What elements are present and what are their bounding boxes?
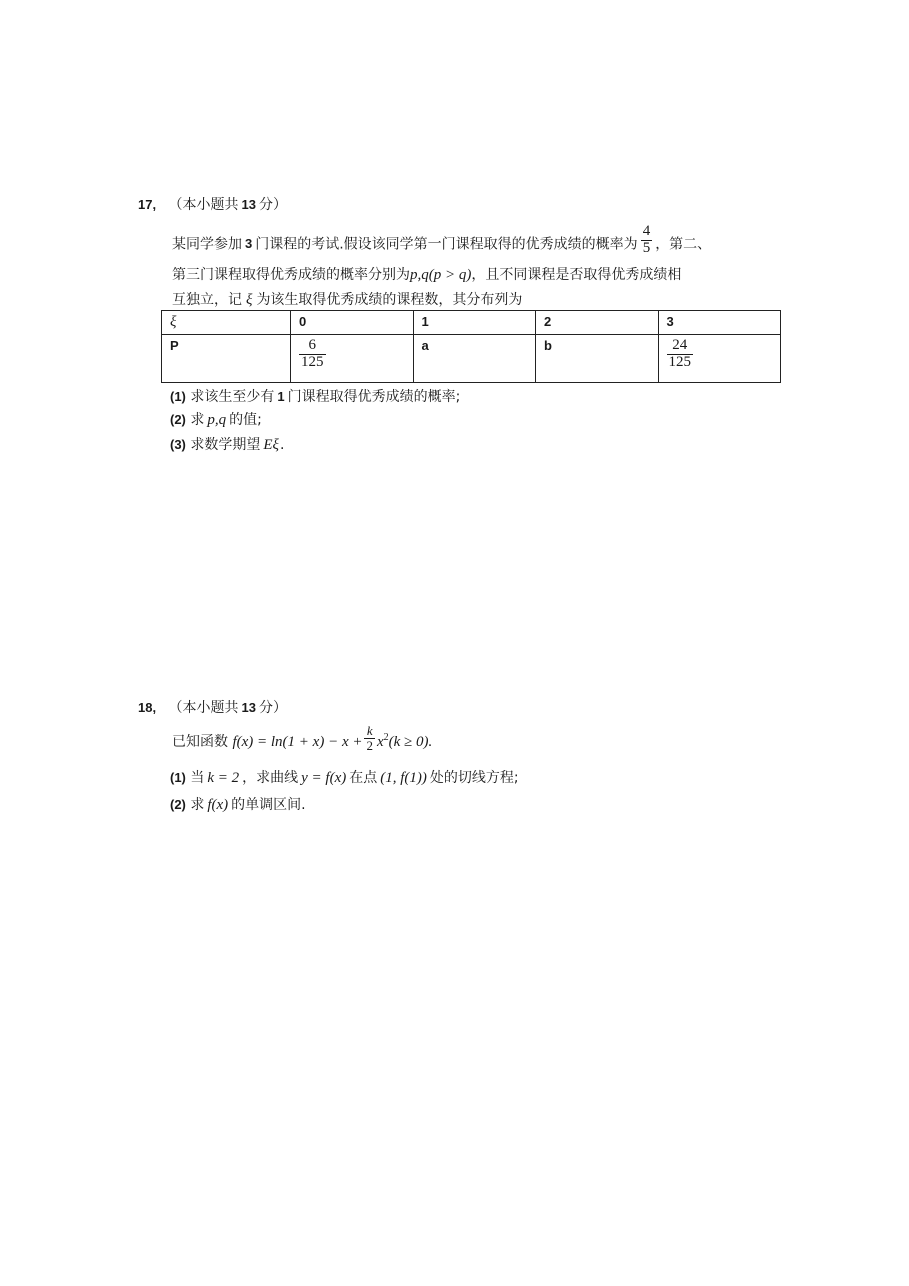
q17-line2-text-a: 第三门课程取得优秀成绩的概率分别为 [172, 267, 410, 283]
q17-xi-symbol: ξ [246, 292, 253, 308]
q17-line1-text-c: ，第二、 [655, 236, 712, 253]
q17-header [138, 194, 287, 214]
q18-header [138, 697, 287, 717]
q17-fraction-4-5 [641, 224, 653, 257]
q18-number: 18, [138, 700, 157, 715]
q17-line1-num: 3 [245, 236, 253, 252]
q17-line3-text-a: 互独立，记 [172, 292, 242, 308]
q17-sub1 [170, 386, 460, 406]
q18-sub1-text-b: ，求曲线 [242, 770, 299, 786]
q17-line3 [172, 289, 522, 309]
q17-sub2-number: (2) [170, 412, 186, 427]
fraction-6-125 [299, 338, 326, 371]
q17-sub3-text-a: 求数学期望 [190, 437, 261, 453]
q18-sub2-text-b: 的单调区间. [231, 797, 306, 813]
table-cell-p0 [291, 335, 414, 383]
fraction-numerator: 6 [308, 337, 316, 353]
fraction-numerator: 4 [642, 223, 651, 239]
table-header-0: 0 [291, 311, 414, 335]
q18-sub2-number: (2) [170, 797, 186, 812]
table-header-row [162, 311, 781, 335]
q17-sub1-number: (1) [170, 389, 186, 404]
fraction-24-125 [667, 338, 694, 371]
table-probability-row [162, 335, 781, 383]
q17-number: 17, [138, 197, 157, 212]
fraction-denominator: 125 [301, 353, 324, 370]
q17-sub1-text-b: 门课程取得优秀成绩的概率; [287, 389, 461, 405]
q17-sub3-number: (3) [170, 437, 186, 452]
q17-sub2-text-a: 求 [190, 412, 205, 428]
q17-sub1-text-a: 求该生至少有 [190, 389, 275, 405]
q17-line2 [172, 264, 681, 284]
q18-intro-text: 已知函数 [172, 734, 228, 751]
q18-sub1-text-a: 当 [190, 770, 205, 786]
q18-exponent: 2 [383, 732, 389, 744]
q17-line2-text-b: ，且不同课程是否取得优秀成绩相 [471, 267, 682, 283]
fraction-numerator: k [366, 723, 373, 738]
q18-sub1-math-y: y = f(x) [301, 770, 347, 786]
q18-sub1-math-k: k = 2 [207, 770, 240, 786]
q17-header-unit: 分） [259, 197, 287, 213]
q17-header-text: （本小题共 [168, 197, 239, 213]
q18-condition: (k ≥ 0) [388, 734, 429, 751]
q18-sub2 [170, 794, 306, 814]
table-cell-p1: a [413, 335, 536, 383]
q18-points: 13 [241, 700, 256, 715]
q18-header-text: （本小题共 [168, 700, 239, 716]
q18-function-def [232, 734, 362, 750]
q18-period: . [428, 734, 433, 751]
q18-sub1-number: (1) [170, 770, 186, 785]
q18-sub2-math: f(x) [207, 797, 229, 813]
q18-function-x [377, 734, 432, 750]
q17-sub1-num: 1 [277, 389, 285, 404]
q18-sub1-text-c: 在点 [349, 770, 378, 786]
q17-line1-text-a: 某同学参加 [172, 236, 242, 253]
table-header-3: 3 [658, 311, 781, 335]
q18-sub1-math-point: (1, f(1)) [380, 770, 427, 786]
q17-sub2-text-b: 的值; [229, 412, 262, 428]
table-cell-p2: b [536, 335, 659, 383]
table-header-xi: ξ [162, 311, 291, 335]
table-header-1: 1 [413, 311, 536, 335]
q18-fraction-k-2 [364, 724, 375, 752]
q17-sub2-math: p,q [207, 412, 227, 428]
table-row-label: P [162, 335, 291, 383]
q18-sub2-text-a: 求 [190, 797, 205, 813]
q17-line1 [172, 223, 712, 261]
q17-line2-math: p,q(p > q) [410, 267, 472, 283]
q18-header-unit: 分） [259, 700, 287, 716]
q17-points: 13 [241, 197, 256, 212]
distribution-table [161, 310, 781, 383]
q18-sub1-text-d: 处的切线方程; [429, 770, 519, 786]
fraction-numerator: 24 [672, 337, 688, 353]
q17-line3-text-b: 为该生取得优秀成绩的课程数，其分布列为 [256, 292, 523, 308]
q17-sub2 [170, 409, 262, 429]
q17-sub3 [170, 434, 284, 454]
table-header-2: 2 [536, 311, 659, 335]
q17-line1-text-b: 门课程的考试.假设该同学第一门课程取得的优秀成绩的概率为 [255, 236, 638, 253]
fraction-denominator: 5 [642, 239, 651, 256]
q18-function-line [172, 724, 432, 752]
table-cell-p3 [658, 335, 781, 383]
q17-sub3-math: Eξ [263, 437, 279, 453]
q18-x-base: x [376, 734, 384, 751]
fraction-denominator: 2 [366, 737, 373, 753]
q18-function-part-a: f(x) = ln(1 + x) − x + [232, 734, 363, 751]
fraction-denominator: 125 [668, 353, 691, 370]
q18-sub1 [170, 767, 519, 787]
q17-sub3-text-b: . [279, 437, 285, 453]
